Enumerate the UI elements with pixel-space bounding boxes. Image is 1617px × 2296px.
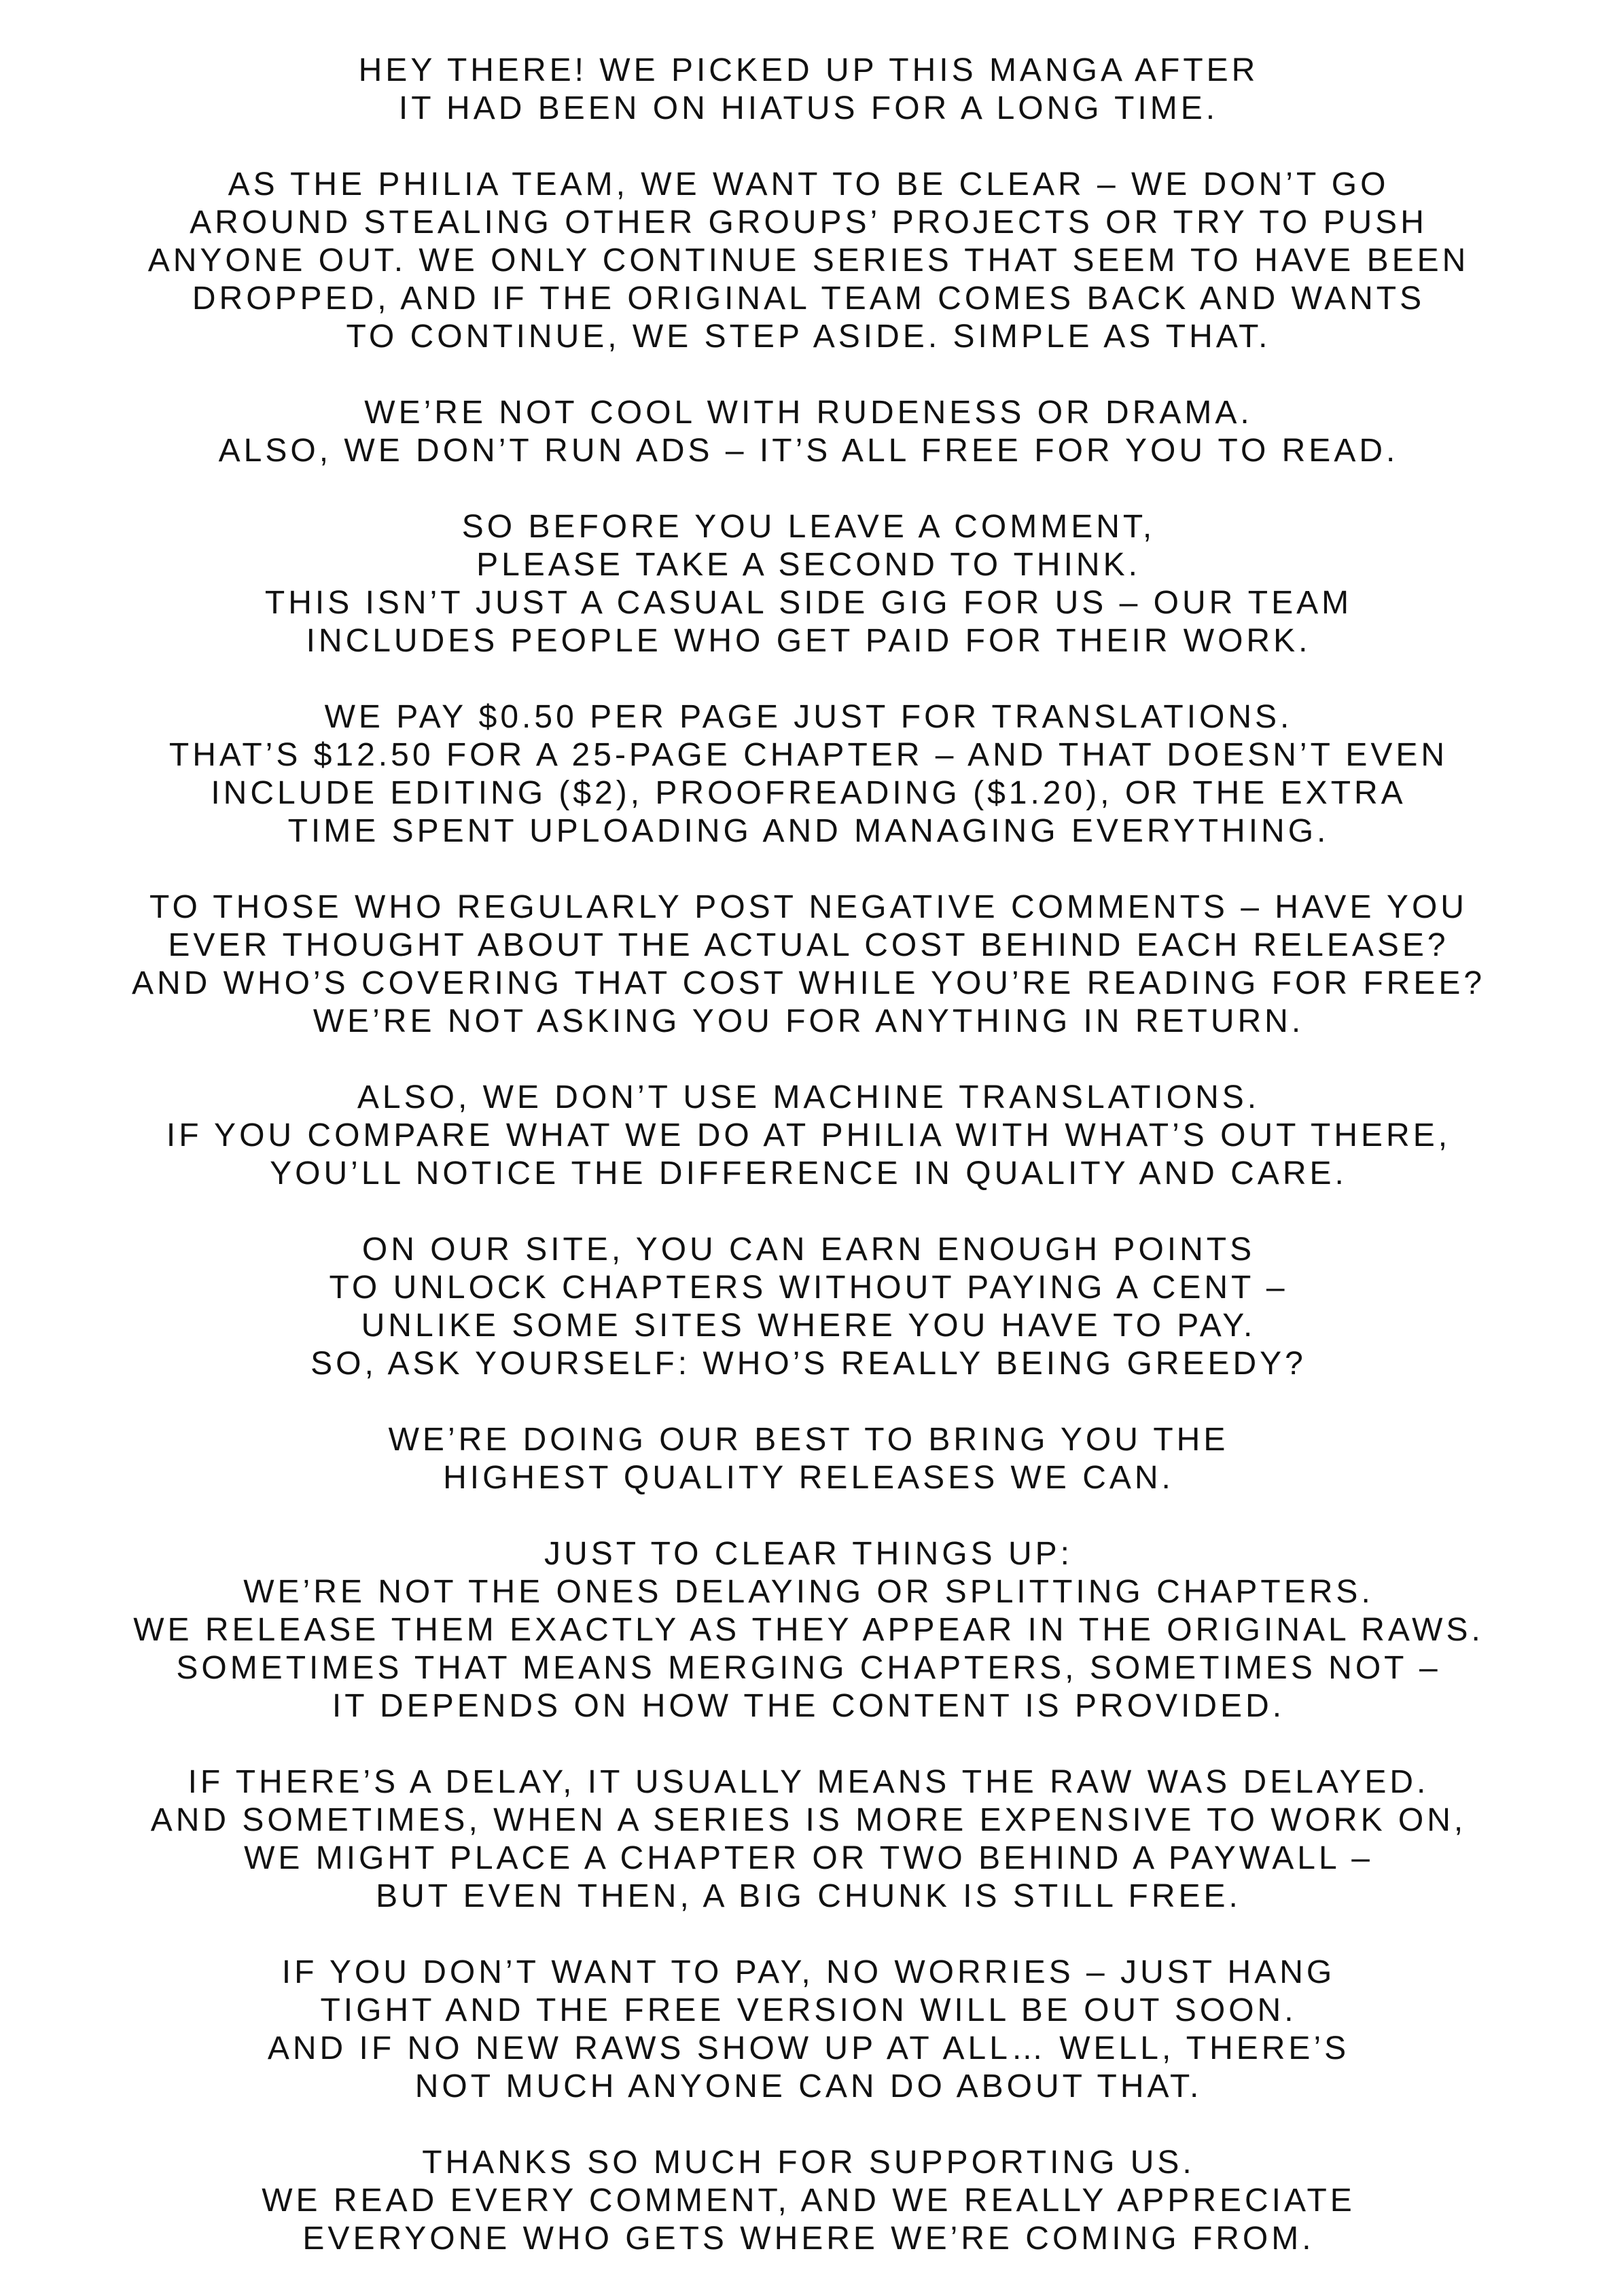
notice-line: TO THOSE WHO REGULARLY POST NEGATIVE COMMENTS – HAVE YOU <box>149 889 1468 925</box>
notice-line: TIME SPENT UPLOADING AND MANAGING EVERYTHING. <box>287 813 1330 849</box>
notice-line: IT DEPENDS ON HOW THE CONTENT IS PROVIDED. <box>332 1688 1285 1724</box>
notice-line: WE’RE DOING OUR BEST TO BRING YOU THE <box>388 1422 1229 1458</box>
notice-line: DROPPED, AND IF THE ORIGINAL TEAM COMES BACK AND WANTS <box>192 281 1425 317</box>
notice-line: IT HAD BEEN ON HIATUS FOR A LONG TIME. <box>398 90 1219 126</box>
notice-line: HIGHEST QUALITY RELEASES WE CAN. <box>443 1460 1174 1496</box>
notice-paragraph-no-drama <box>0 394 1617 470</box>
notice-paragraph-points <box>0 1231 1617 1383</box>
notice-line: INCLUDE EDITING ($2), PROOFREADING ($1.20), OR THE EXTRA <box>211 775 1406 811</box>
notice-line: UNLIKE SOME SITES WHERE YOU HAVE TO PAY. <box>361 1308 1256 1344</box>
notice-paragraph-free-version <box>0 1954 1617 2106</box>
notice-line: SO, ASK YOURSELF: WHO’S REALLY BEING GREEDY? <box>310 1346 1307 1382</box>
notice-paragraph-delays <box>0 1763 1617 1916</box>
notice-line: NOT MUCH ANYONE CAN DO ABOUT THAT. <box>414 2068 1203 2104</box>
notice-paragraph-comments <box>0 508 1617 660</box>
notice-line: WE PAY $0.50 PER PAGE JUST FOR TRANSLATIONS. <box>324 699 1293 735</box>
notice-line: IF YOU COMPARE WHAT WE DO AT PHILIA WITH WHAT’S OUT THERE, <box>166 1117 1451 1153</box>
notice-paragraph-intro <box>0 52 1617 128</box>
notice-line: TO UNLOCK CHAPTERS WITHOUT PAYING A CENT – <box>329 1270 1288 1306</box>
notice-line: HEY THERE! WE PICKED UP THIS MANGA AFTER <box>358 52 1259 88</box>
notice-paragraph-costs <box>0 698 1617 850</box>
notice-line: YOU’LL NOTICE THE DIFFERENCE IN QUALITY AND CARE. <box>270 1155 1347 1191</box>
notice-line: WE’RE NOT THE ONES DELAYING OR SPLITTING CHAPTERS. <box>243 1574 1374 1610</box>
notice-line: WE READ EVERY COMMENT, AND WE REALLY APPRECIATE <box>262 2183 1355 2219</box>
notice-line: BUT EVEN THEN, A BIG CHUNK IS STILL FREE. <box>376 1878 1241 1914</box>
notice-line: SO BEFORE YOU LEAVE A COMMENT, <box>461 509 1156 545</box>
notice-paragraph-team-policy <box>0 166 1617 356</box>
notice-line: ON OUR SITE, YOU CAN EARN ENOUGH POINTS <box>361 1232 1256 1268</box>
notice-line: PLEASE TAKE A SECOND TO THINK. <box>476 547 1141 583</box>
notice-line: SOMETIMES THAT MEANS MERGING CHAPTERS, SOMETIMES NOT – <box>176 1650 1441 1686</box>
notice-line: AND IF NO NEW RAWS SHOW UP AT ALL… WELL, THERE’S <box>267 2030 1350 2066</box>
notice-line: THAT’S $12.50 FOR A 25-PAGE CHAPTER – AND THAT DOESN’T EVEN <box>168 737 1449 773</box>
notice-line: EVERYONE WHO GETS WHERE WE’RE COMING FROM. <box>302 2221 1315 2257</box>
notice-line: TIGHT AND THE FREE VERSION WILL BE OUT SOON. <box>320 1992 1297 2028</box>
notice-line: THIS ISN’T JUST A CASUAL SIDE GIG FOR US – OUR TEAM <box>264 585 1353 621</box>
notice-line: THANKS SO MUCH FOR SUPPORTING US. <box>422 2145 1195 2181</box>
notice-line: ANYONE OUT. WE ONLY CONTINUE SERIES THAT SEEM TO HAVE BEEN <box>147 243 1470 279</box>
notice-paragraph-thanks <box>0 2144 1617 2258</box>
notice-line: WE MIGHT PLACE A CHAPTER OR TWO BEHIND A PAYWALL – <box>244 1840 1373 1876</box>
notice-line: INCLUDES PEOPLE WHO GET PAID FOR THEIR WORK. <box>306 623 1311 659</box>
notice-line: JUST TO CLEAR THINGS UP: <box>544 1536 1073 1572</box>
notice-paragraph-quality <box>0 1421 1617 1497</box>
notice-line: AS THE PHILIA TEAM, WE WANT TO BE CLEAR – WE DON’T GO <box>228 166 1389 202</box>
notice-page <box>0 52 1617 2296</box>
notice-line: AND SOMETIMES, WHEN A SERIES IS MORE EXPENSIVE TO WORK ON, <box>150 1802 1467 1838</box>
notice-line: ALSO, WE DON’T RUN ADS – IT’S ALL FREE FOR YOU TO READ. <box>218 433 1399 469</box>
notice-line: ALSO, WE DON’T USE MACHINE TRANSLATIONS. <box>357 1079 1260 1115</box>
notice-paragraph-negative-comments <box>0 889 1617 1041</box>
notice-line: WE RELEASE THEM EXACTLY AS THEY APPEAR IN THE ORIGINAL RAWS. <box>133 1612 1484 1648</box>
notice-line: IF THERE’S A DELAY, IT USUALLY MEANS THE RAW WAS DELAYED. <box>188 1764 1429 1800</box>
notice-paragraph-machine-translation <box>0 1079 1617 1193</box>
notice-line: AND WHO’S COVERING THAT COST WHILE YOU’RE READING FOR FREE? <box>131 965 1486 1001</box>
notice-line: EVER THOUGHT ABOUT THE ACTUAL COST BEHIND EACH RELEASE? <box>168 927 1449 963</box>
notice-line: IF YOU DON’T WANT TO PAY, NO WORRIES – JUST HANG <box>281 1954 1336 1990</box>
notice-paragraph-chapters <box>0 1535 1617 1725</box>
notice-line: TO CONTINUE, WE STEP ASIDE. SIMPLE AS THAT. <box>346 319 1271 355</box>
notice-line: WE’RE NOT ASKING YOU FOR ANYTHING IN RETURN. <box>313 1003 1304 1039</box>
notice-line: WE’RE NOT COOL WITH RUDENESS OR DRAMA. <box>364 395 1253 431</box>
notice-line: AROUND STEALING OTHER GROUPS’ PROJECTS OR TRY TO PUSH <box>190 204 1427 240</box>
